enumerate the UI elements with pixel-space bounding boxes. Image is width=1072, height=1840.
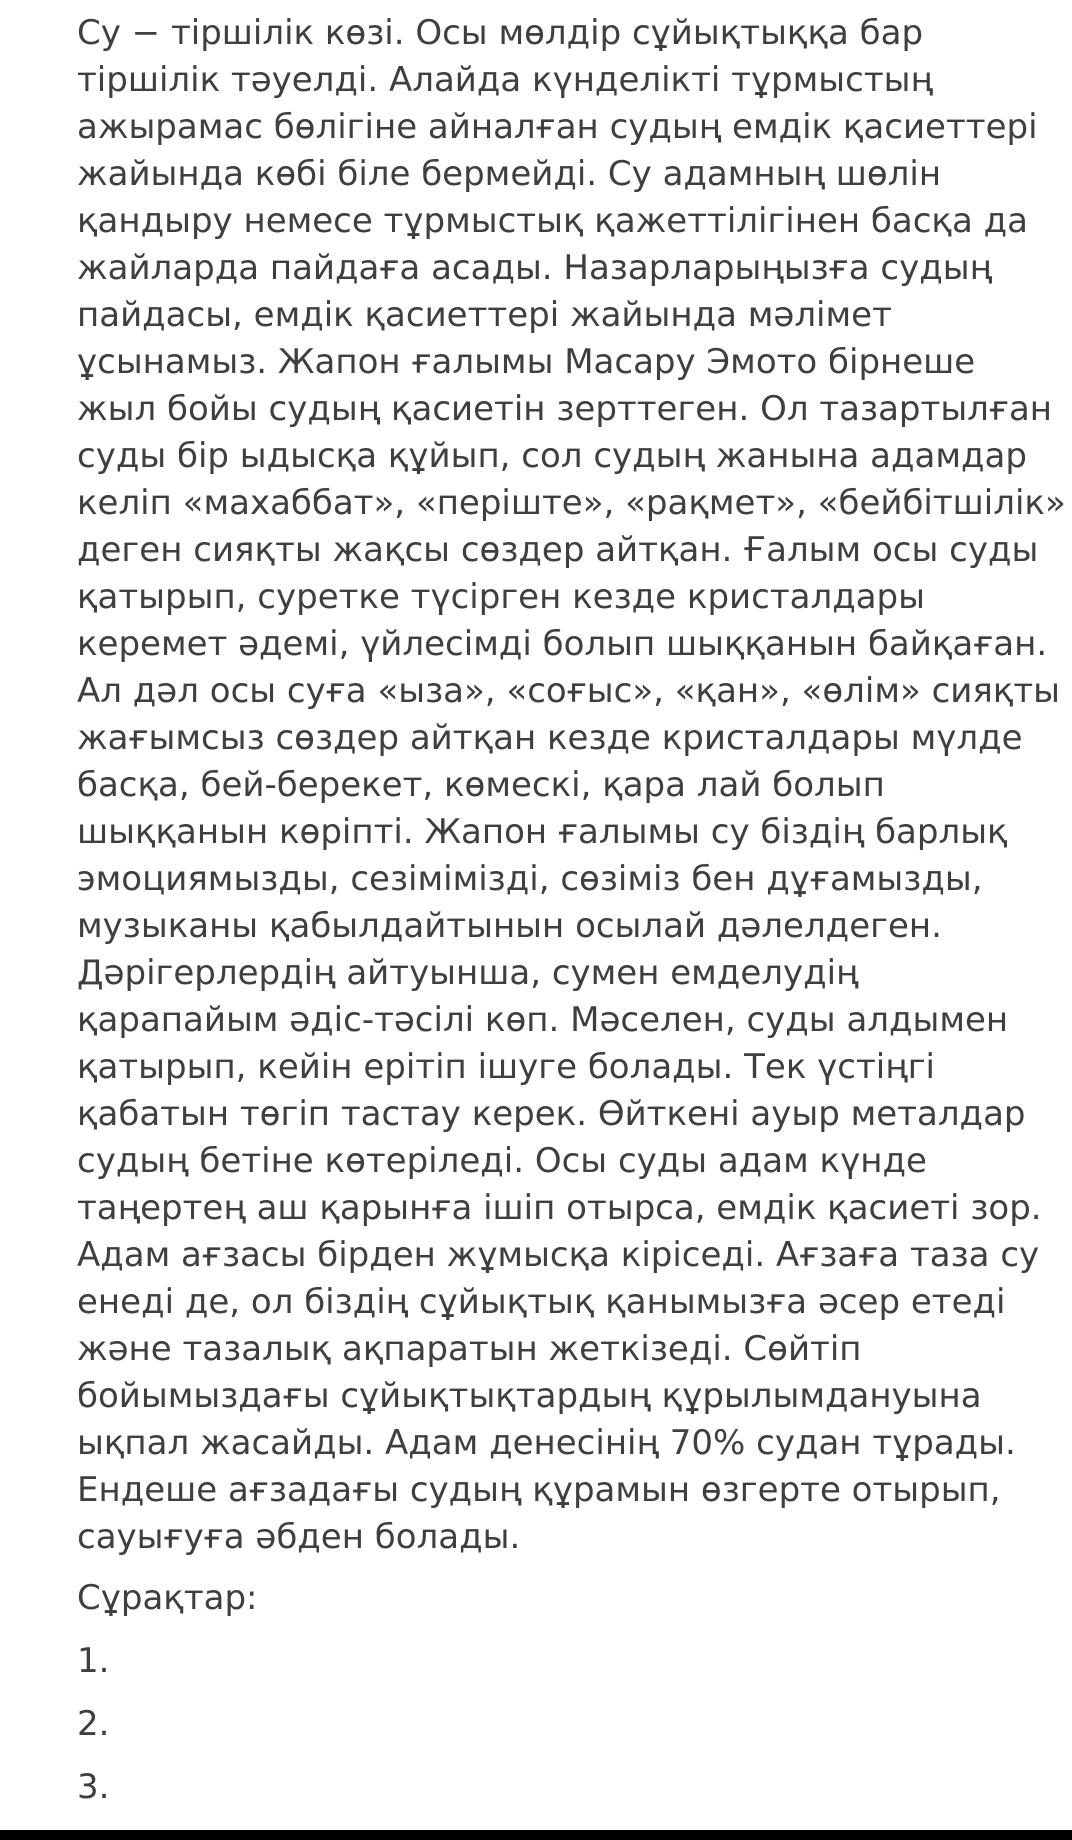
question-item-2: 2. bbox=[77, 1704, 110, 1744]
bottom-border bbox=[0, 1830, 1072, 1840]
question-item-3: 3. bbox=[77, 1767, 110, 1807]
question-item-1: 1. bbox=[77, 1641, 110, 1681]
passage-text: Су − тіршілік көзі. Осы мөлдір сұйықтыққа бар тіршілік тәуелді. Алайда күнделікті тұрмыстың ажырамас бөлігіне айналған судың емдік қасиеттері жайында көбі біле бермейді. Су адамның шөлін қандыру немесе тұрмыстық қажеттілігінен басқа да жайларда пайдаға асады. Назарларыңызға судың пайдасы, емдік қасиеттері жайында мәлімет ұсынамыз. Жапон ғалымы Масару Эмото бірнеше жыл бойы судың қасиетін зерттеген. Ол тазартылған суды бір ыдысқа құйып, сол судың жанына адамдар келіп «махаббат», «періште», «рақмет», «бейбітшілік» деген сияқты жақсы сөздер айтқан. Ғалым осы суды қатырып, суретке түсірген кезде кристалдары керемет әдемі, үйлесімді болып шыққанын байқаған. Ал дәл осы суға «ыза», «соғыс», «қан», «өлім» сияқты жағымсыз сөздер айтқан кезде кристалдары мүлде басқа, бей-берекет, көмескі, қара лай болып шыққанын көріпті. Жапон ғалымы су біздің барлық эмоциямызды, сезімімізді, сөзіміз бен дұғамызды, музыканы қабылдайтынын осылай дәлелдеген. Дәрігерлердің айтуынша, сумен емделудің қарапайым әдіс-тәсілі көп. Мәселен, суды алдымен қатырып, кейін ерітіп ішуге болады. Тек үстіңгі қабатын төгіп тастау керек. Өйткені ауыр металдар судың бетіне көтеріледі. Осы суды адам күнде таңертең аш қарынға ішіп отырса, емдік қасиеті зор. Адам ағзасы бірден жұмысқа кіріседі. Ағзаға таза су енеді де, ол біздің сұйықтық қанымызға әсер етеді және тазалық ақпаратын жеткізеді. Сөйтіп бойымыздағы сұйықтықтардың құрылымдануына ықпал жасайды. Адам денесінің 70% судан тұрады. Ендеше ағзадағы судың құрамын өзгерте отырып, сауығуға әбден болады. bbox=[77, 13, 1066, 1557]
document-content bbox=[77, 10, 1067, 1811]
questions-heading: Сұрақтар: bbox=[77, 1578, 258, 1618]
